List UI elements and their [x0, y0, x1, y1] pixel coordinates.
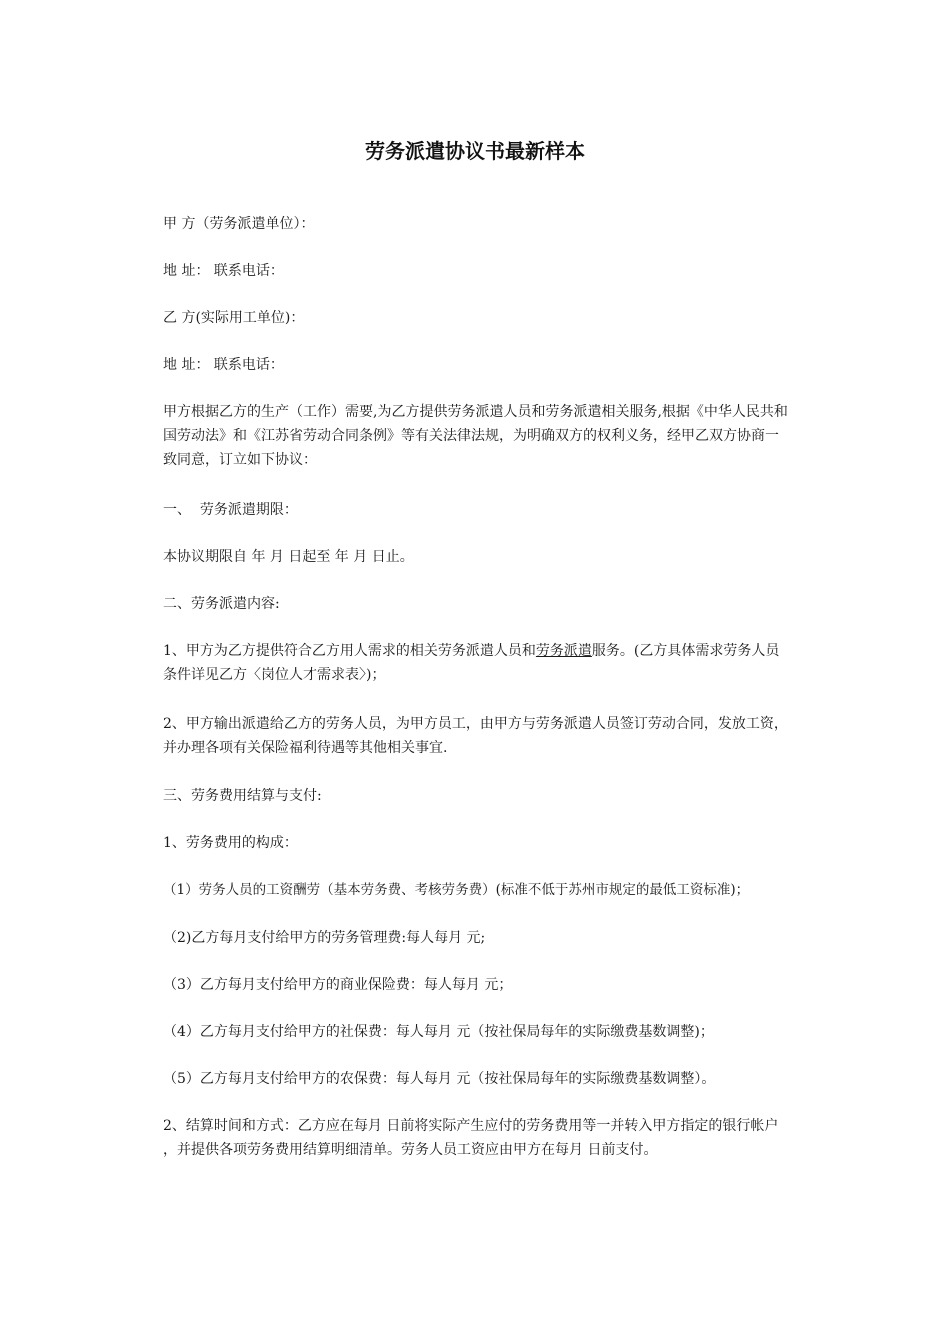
- fee-item-2: （2)乙方每月支付给甲方的劳务管理费:每人每月 元;: [163, 930, 486, 946]
- section-2-item-1-underlined: 劳务派遣: [535, 643, 592, 659]
- document-title: 劳务派遣协议书最新样本: [365, 139, 585, 163]
- section-3-heading: 三、劳务费用结算与支付:: [163, 788, 322, 804]
- party-b-line: 乙 方(实际用工单位)：: [163, 310, 305, 326]
- section-2-item-2: 2、甲方输出派遣给乙方的劳务人员，为甲方员工，由甲方与劳务派遣人员签订劳动合同，发放工资，并办理各项有关保险福利待遇等其他相关事宜.: [163, 716, 788, 756]
- preamble-paragraph: 甲方根据乙方的生产（工作）需要,为乙方提供劳务派遣人员和劳务派遣相关服务,根据《中华人民共和国劳动法》和《江苏省劳动合同条例》等有关法律法规，为明确双方的权利义务，经甲乙双方协商一致同意，订立如下协议：: [163, 404, 788, 468]
- section-1-text: 本协议期限自 年 月 日起至 年 月 日止。: [163, 549, 414, 565]
- fee-item-1: （1）劳务人员的工资酬劳（基本劳务费、考核劳务费）(标准不低于苏州市规定的最低工资标准)；: [163, 882, 750, 898]
- party-a-address-line: 地 址： 联系电话：: [163, 263, 284, 279]
- section-3-item-1: 1、劳务费用的构成：: [163, 835, 298, 851]
- section-2-item-1: [163, 639, 788, 687]
- section-3-item-2: 2、结算时间和方式：乙方应在每月 日前将实际产生应付的劳务费用等一并转入甲方指定的银行帐户 ，并提供各项劳务费用结算明细清单。劳务人员工资应由甲方在每月 日前支付。: [163, 1118, 783, 1158]
- section-1-heading: 一、 劳务派遣期限：: [163, 502, 298, 518]
- section-2-item-1-text-b: 服务。(乙方具体需求劳务人员条件详见乙方〈岗位人才需求表〉)；: [163, 643, 780, 683]
- fee-item-5: （5）乙方每月支付给甲方的农保费：每人每月 元（按社保局每年的实际缴费基数调整）。: [163, 1071, 716, 1087]
- section-2-item-1-text-a: 1、甲方为乙方提供符合乙方用人需求的相关劳务派遣人员和: [163, 643, 536, 659]
- fee-item-3: （3）乙方每月支付给甲方的商业保险费：每人每月 元；: [163, 977, 513, 993]
- party-b-address-line: 地 址： 联系电话：: [163, 357, 284, 373]
- fee-item-4: （4）乙方每月支付给甲方的社保费：每人每月 元（按社保局每年的实际缴费基数调整)；: [163, 1024, 714, 1040]
- party-a-line: 甲 方（劳务派遣单位）：: [163, 216, 315, 232]
- section-2-heading: 二、劳务派遣内容:: [163, 596, 280, 612]
